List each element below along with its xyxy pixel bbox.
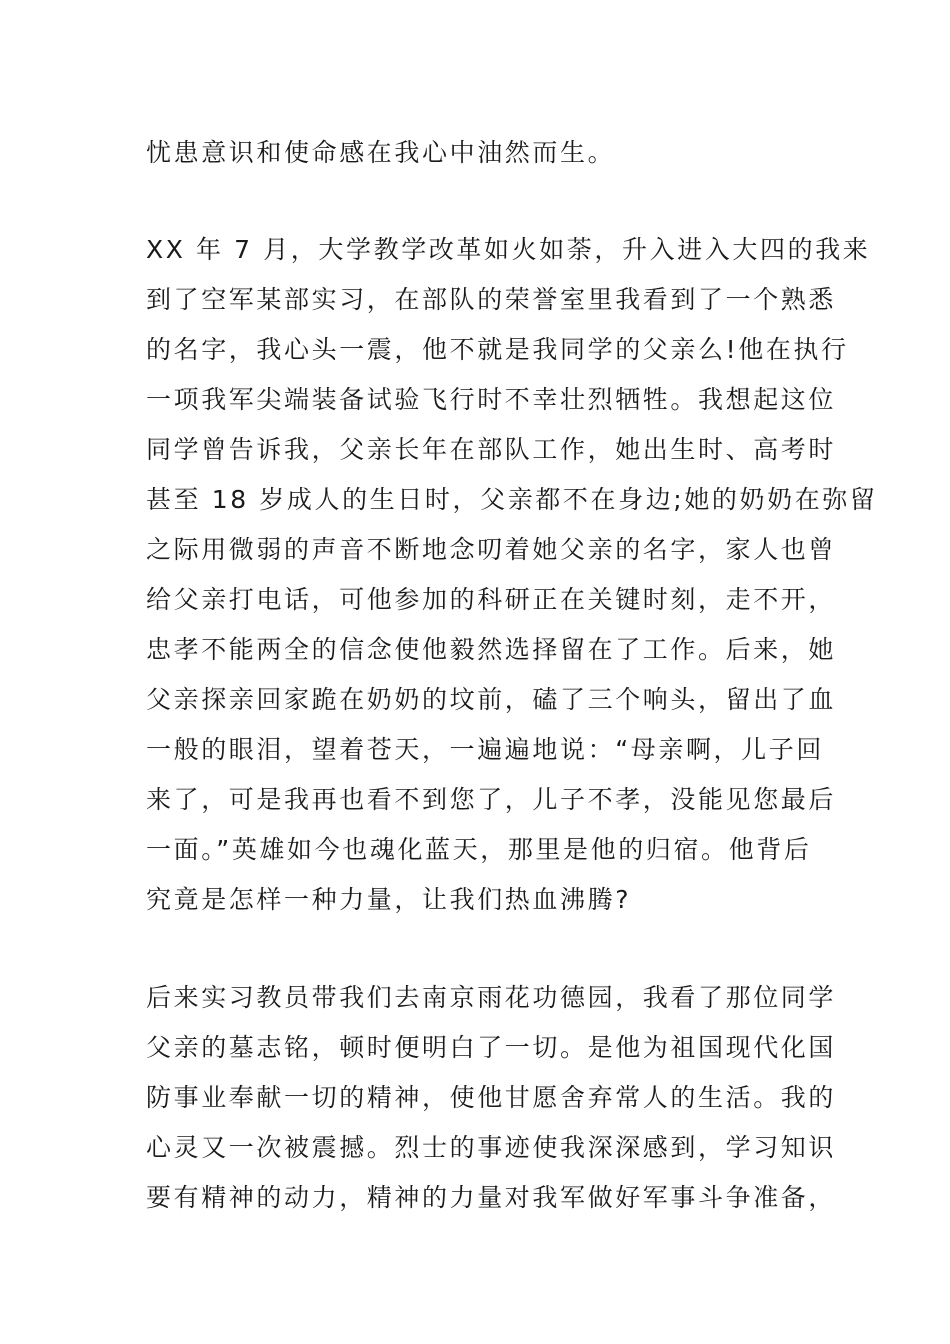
text-line: 甚至 18 岁成人的生日时，父亲都不在身边;她的奶奶在弥留	[146, 485, 878, 514]
text-line: 父亲的墓志铭，顿时便明白了一切。是他为祖国现代化国	[146, 1033, 837, 1062]
text-line: 父亲探亲回家跪在奶奶的坟前，磕了三个响头，留出了血	[146, 685, 837, 714]
text-line: 防事业奉献一切的精神，使他甘愿舍弃常人的生活。我的	[146, 1083, 837, 1112]
text-line: XX 年 7 月，大学教学改革如火如荼，升入进入大四的我来	[146, 235, 871, 264]
text-line: 一面。”英雄如今也魂化蓝天，那里是他的归宿。他背后	[146, 835, 812, 864]
text-line: 来了，可是我再也看不到您了，儿子不孝，没能见您最后	[146, 785, 837, 814]
text-line: 要有精神的动力，精神的力量对我军做好军事斗争准备，	[146, 1183, 837, 1212]
text-line: 一项我军尖端装备试验飞行时不幸壮烈牺牲。我想起这位	[146, 385, 837, 414]
text-line: 究竟是怎样一种力量，让我们热血沸腾?	[146, 885, 632, 914]
text-line: 忧患意识和使命感在我心中油然而生。	[146, 138, 616, 167]
text-line: 的名字，我心头一震，他不就是我同学的父亲么!他在执行	[146, 335, 849, 364]
text-line: 给父亲打电话，可他参加的科研正在关键时刻，走不开，	[146, 585, 837, 614]
text-line: 一般的眼泪，望着苍天，一遍遍地说：“母亲啊，儿子回	[146, 735, 824, 764]
text-line: 同学曾告诉我，父亲长年在部队工作，她出生时、高考时	[146, 435, 837, 464]
text-line: 到了空军某部实习，在部队的荣誉室里我看到了一个熟悉	[146, 285, 837, 314]
text-line: 之际用微弱的声音不断地念叨着她父亲的名字，家人也曾	[146, 535, 837, 564]
text-line: 心灵又一次被震撼。烈士的事迹使我深深感到，学习知识	[146, 1133, 837, 1162]
text-line: 忠孝不能两全的信念使他毅然选择留在了工作。后来，她	[146, 635, 837, 664]
text-line: 后来实习教员带我们去南京雨花功德园，我看了那位同学	[146, 983, 837, 1012]
